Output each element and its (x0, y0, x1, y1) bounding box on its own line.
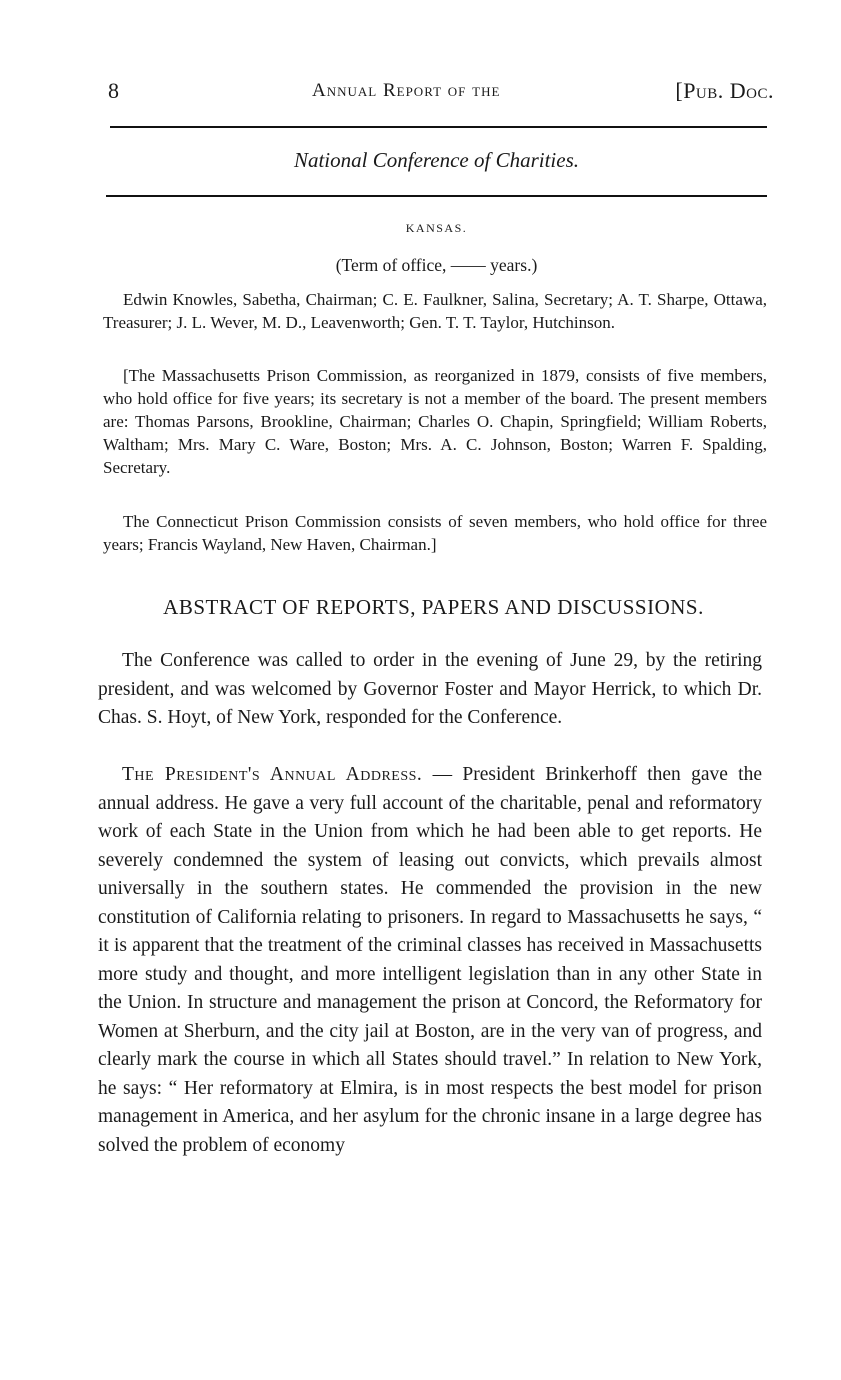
abstract-heading: ABSTRACT OF REPORTS, PAPERS AND DISCUSSIONS. (163, 595, 704, 619)
conference-opening-paragraph: The Conference was called to order in the evening of June 29, by the retiring president, and was welcomed by Governor Foster and Mayor Herrick, to which Dr. Chas. S. Hoyt, of New York, responded for the Conference. (98, 650, 762, 728)
running-head (100, 78, 780, 108)
kansas-heading: KANSAS. (405, 221, 468, 235)
kansas-term: (Term of office, —— years.) (335, 255, 538, 275)
pub-doc-label: [Pub. Doc. (675, 78, 774, 103)
page-number: 8 (108, 78, 119, 103)
running-title: Annual Report of the (312, 80, 501, 101)
president-address-paragraph (98, 761, 762, 1160)
header-rule-top (110, 126, 767, 128)
president-address-lead: The President's Annual Address. (122, 764, 423, 785)
kansas-members: Edwin Knowles, Sabetha, Chairman; C. E. Faulkner, Salina, Secretary; A. T. Sharpe, Ottawa, Treasurer; J. L. Wever, M. D., Leavenworth; Gen. T. T. Taylor, Hutchinson. (103, 290, 767, 332)
header-rule-bottom (106, 195, 767, 197)
president-address-body: — President Brinkerhoff then gave the annual address. He gave a very full account of the charitable, penal and reformatory work of each State in the Union from which he had been able to get reports. He severely condemned the system of leasing out convicts, which prevails almost universally in the southern states. He commended the provision in the new constitution of California relating to prisoners. In regard to Massachusetts he says, “ it is apparent that the treatment of the criminal classes has received in Massachusetts more study and thought, and more intelligent legislation than in any other State in the Union. In structure and management the prison at Concord, the Reformatory for Women at Sherburn, and the city jail at Boston, are in the very van of progress, and clearly mark the course in which all States should travel.” In relation to New York, he says: “ Her reformatory at Elmira, is in most respects the best model for prison management in America, and her asylum for the chronic insane in a large degree has solved the problem of economy (98, 764, 763, 1156)
massachusetts-note: [The Massachusetts Prison Commission, as reorganized in 1879, consists of five members, who hold office for five years; its secretary is not a member of the board. The present members are: Thomas Parsons, Brookline, Chairman; Charles O. Chapin, Springfield; William Roberts, Waltham; Mrs. Mary C. Ware, Boston; Mrs. A. C. Johnson, Boston; Warren F. Spalding, Secretary. (103, 366, 767, 477)
connecticut-note: The Connecticut Prison Commission consists of seven members, who hold office for three years; Francis Wayland, New Haven, Chairman.] (103, 512, 767, 554)
conference-title: National Conference of Charities. (293, 148, 580, 172)
